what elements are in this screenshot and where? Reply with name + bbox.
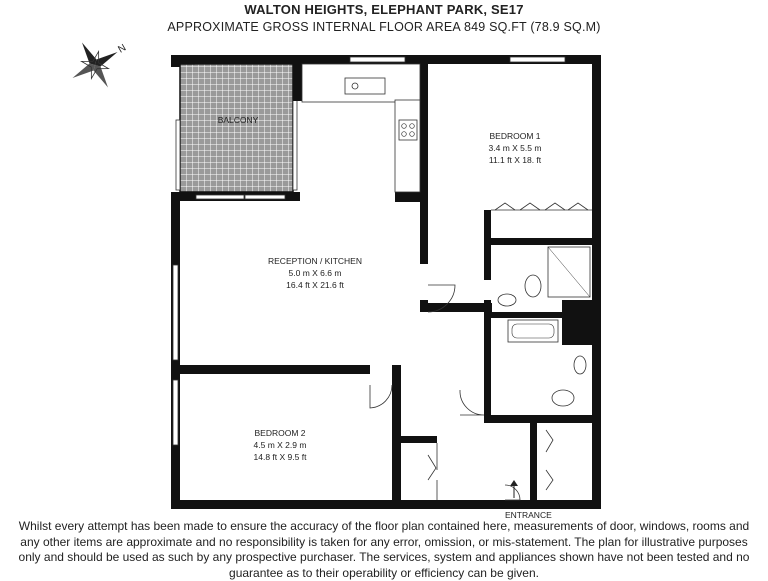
- floor-area-subtitle: APPROXIMATE GROSS INTERNAL FLOOR AREA 849 SQ.FT (78.9 SQ.M): [167, 20, 601, 34]
- entrance-label: ENTRANCE: [505, 510, 552, 520]
- bedroom1-name: BEDROOM 1: [489, 131, 541, 141]
- balcony-name: BALCONY: [217, 115, 259, 125]
- reception-label: [245, 255, 385, 291]
- bath-icon: [508, 320, 558, 342]
- balcony-label: [208, 114, 268, 126]
- reception-name: RECEPTION / KITCHEN: [268, 256, 362, 266]
- entrance-arrow-icon: [510, 480, 518, 498]
- bedroom1-metric: 3.4 m X 5.5 m: [488, 143, 542, 153]
- bedroom2-metric: 4.5 m X 2.9 m: [253, 440, 307, 450]
- plan-title: WALTON HEIGHTS, ELEPHANT PARK, SE17: [244, 2, 524, 17]
- bedroom2-imperial: 14.8 ft X 9.5 ft: [253, 452, 307, 462]
- basin-icon: [498, 294, 516, 306]
- disclaimer-text: Whilst every attempt has been made to ensure the accuracy of the floor plan contained here, measurements of door, windows, rooms and any other items are approximate and no responsibility is taken for any error, omission, or mis-statement. The plan for illustrative purposes only and should be used as such by any prospective purchaser. The services, system and appliances shown have not been tested and no guarantee as to their operability or efficiency can be given.: [18, 519, 750, 580]
- bathroom-toilet-icon: [552, 390, 574, 406]
- reception-imperial-text: 16.4 ft X 21.6 ft: [286, 280, 344, 290]
- north-label: N: [116, 42, 129, 56]
- bedroom1-imperial: 11.1 ft X 18. ft: [488, 155, 542, 165]
- toilet-icon: [525, 275, 541, 297]
- balcony-area: [180, 64, 293, 192]
- bathroom-basin-icon: [574, 356, 586, 374]
- reception-metric: 5.0 m X 6.6 m: [288, 268, 342, 278]
- hob-icon: [399, 120, 417, 140]
- compass-rose-icon: [59, 29, 130, 100]
- bedroom1-label: [460, 130, 570, 166]
- sink-icon: [345, 78, 385, 94]
- bedroom2-label: [230, 427, 330, 463]
- wardrobe: [491, 203, 592, 210]
- bedroom2-name: BEDROOM 2: [254, 428, 306, 438]
